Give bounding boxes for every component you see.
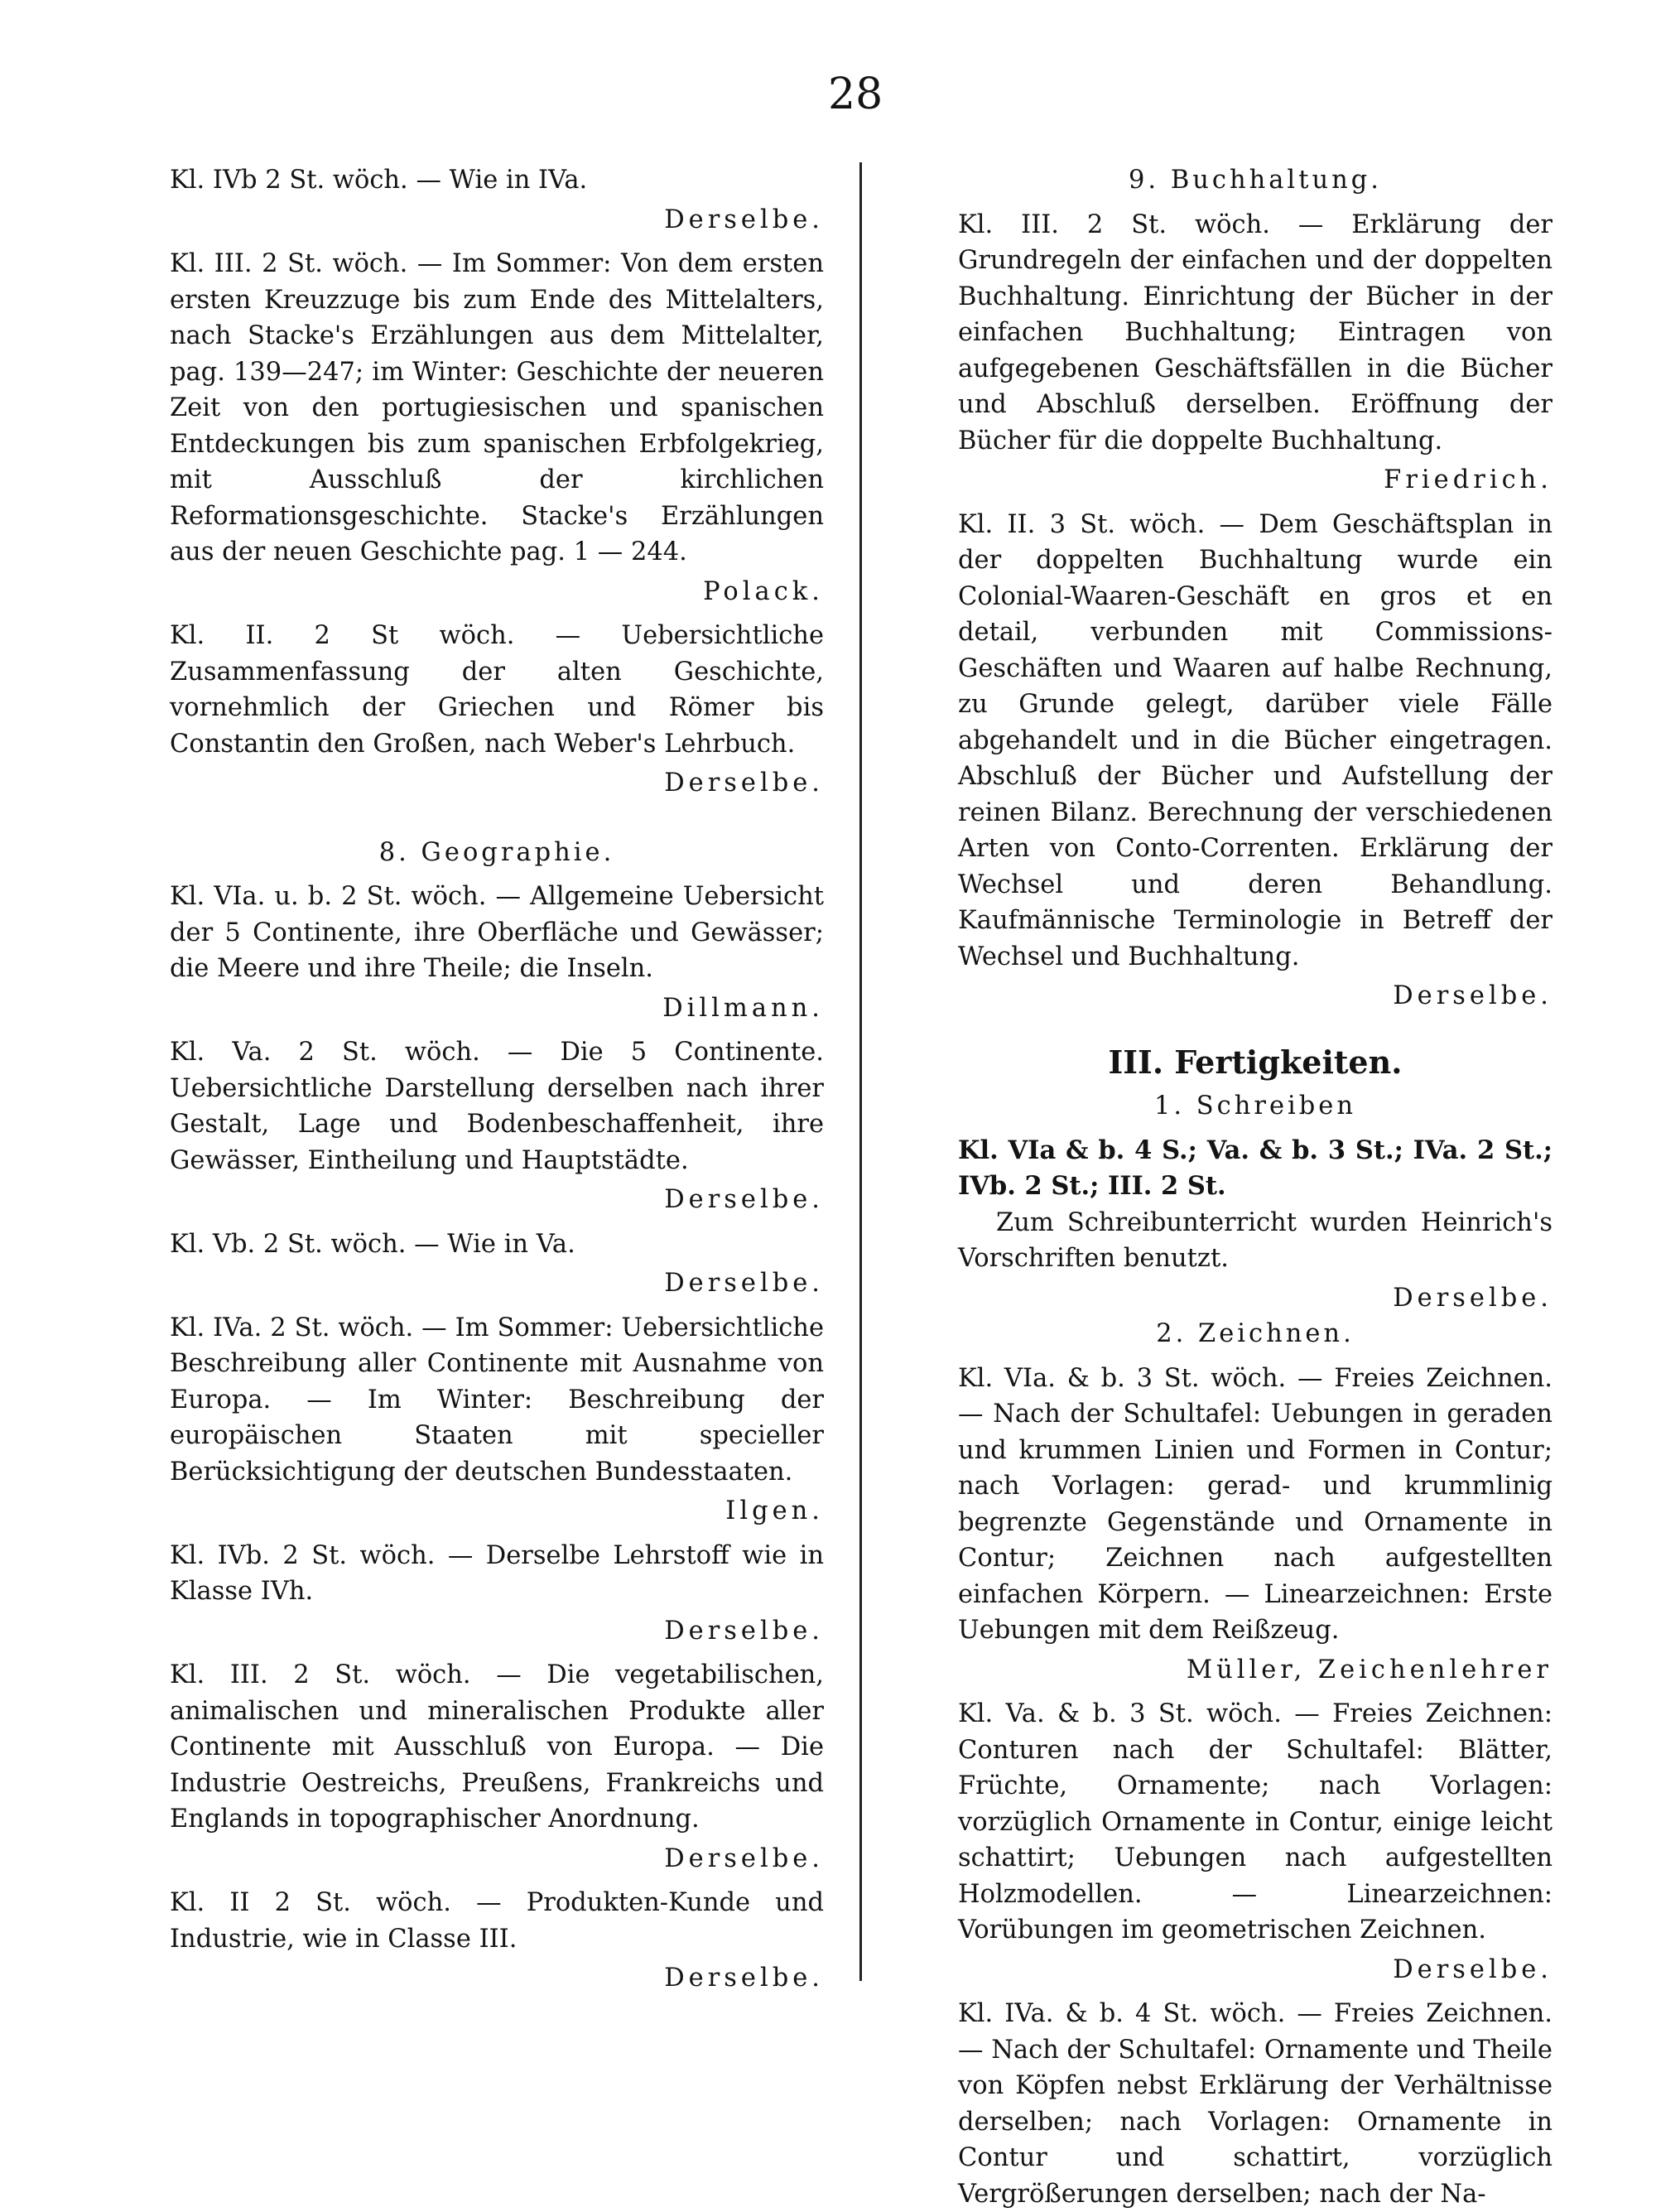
teacher-signature: Friedrich. — [1384, 465, 1552, 494]
entry-text: Kl. VIa. & b. 3 St. wöch. — Freies Zeichnen. — Nach der Schultafel: Uebungen in geraden und krummen Linien und Formen in Contur; nach Vorlagen: gerad- und krummlinig begrenzte Gegenstände und Ornamente in Contur; Zeichnen nach aufgestellten einfachen Körpern. — Linearzeichnen: Erste Uebungen mit dem Reißzeug. — [958, 1363, 1552, 1645]
teacher-signature: Polack. — [703, 576, 824, 606]
entry-text: Kl. II 2 St. wöch. — Produkten-Kunde und Industrie, wie in Classe III. — [170, 1888, 824, 1954]
drawing-entry-va — [958, 1696, 1552, 1988]
teacher-signature: Derselbe. — [664, 1843, 824, 1873]
subsection-heading-writing: 1. Schreiben — [1153, 1092, 1357, 1120]
teacher-signature: Müller, Zeichenlehrer — [1186, 1655, 1552, 1684]
entry-text: Kl. Va. & b. 3 St. wöch. — Freies Zeichnen: Conturen nach der Schultafel: Blätter, Früchte, Ornamente; nach Vorlagen: vorzüglich Ornamente in Contur, einige leicht schattirt; Uebungen nach aufgestellten Holzmodellen. — Linearzeichnen: Vorübungen im geometrischen Zeichnen. — [958, 1699, 1552, 1945]
entry-text: Kl. Va. 2 St. wöch. — Die 5 Continente. Uebersichtliche Darstellung derselben nach ihrer Gestalt, Lage und Bodenbeschaffenheit, ihre Gewässer, Eintheilung und Hauptstädte. — [170, 1038, 824, 1175]
teacher-signature: Derselbe. — [664, 1185, 824, 1214]
geography-entry-ivb — [170, 1538, 824, 1650]
right-column — [958, 162, 1552, 2212]
geography-entry-vb — [170, 1226, 824, 1302]
teacher-signature: Derselbe. — [664, 1964, 824, 1993]
section-heading-skills: III. Fertigkeiten. — [1108, 1043, 1403, 1081]
teacher-signature: Derselbe. — [664, 1269, 824, 1298]
drawing-entry-via — [958, 1361, 1552, 1689]
teacher-signature: Derselbe. — [1393, 981, 1552, 1010]
entry-text: Kl. IVb 2 St. wöch. — Wie in IVa. — [170, 166, 588, 195]
writing-entry — [958, 1133, 1552, 1317]
writing-text: Zum Schreibunterricht wurden Heinrich's Vorschriften benutzt. — [958, 1207, 1552, 1273]
drawing-entry-iva — [958, 1996, 1552, 2212]
history-entry-ii — [170, 618, 824, 802]
left-column — [170, 162, 824, 1997]
subsection-heading-drawing: 2. Zeichnen. — [1156, 1319, 1355, 1348]
entry-text: Kl. III. 2 St. wöch. — Die vegetabilischen, animalischen und mineralischen Produkte aller Continente mit Ausschluß von Europa. — Die Industrie Oestreichs, Preußens, Frankreichs und Englands in topographischer Anordnung. — [170, 1660, 824, 1834]
geography-entry-ii — [170, 1885, 824, 1997]
section-heading-bookkeeping: 9. Buchhaltung. — [1129, 166, 1382, 195]
teacher-signature: Derselbe. — [1393, 1954, 1552, 1984]
teacher-signature: Derselbe. — [664, 769, 824, 798]
entry-text: Kl. II. 2 St wöch. — Uebersichtliche Zusammenfassung der alten Geschichte, vornehmlich der Griechen und Römer bis Constantin den Großen, nach Weber's Lehrbuch. — [170, 621, 824, 759]
entry-text: Kl. III. 2 St. wöch. — Im Sommer: Von dem ersten ersten Kreuzzuge bis zum Ende des Mittelalters, nach Stacke's Erzählungen aus dem Mittelalter, pag. 139—247; im Winter: Geschichte der neueren Zeit von den portugiesischen und spanischen Entdeckungen bis zum spanischen Erbfolgekrieg, mit Ausschluß der kirchlichen Reformationsgeschichte. Stacke's Erzählungen aus der neuen Geschichte pag. 1 — 244. — [170, 249, 824, 566]
entry-text: Kl. Vb. 2 St. wöch. — Wie in Va. — [170, 1229, 575, 1259]
teacher-signature: Derselbe. — [664, 1616, 824, 1646]
history-entry-ivb — [170, 162, 824, 238]
teacher-signature: Dillmann. — [662, 993, 824, 1023]
entry-text: Kl. IVb. 2 St. wöch. — Derselbe Lehrstoff wie in Klasse IVh. — [170, 1540, 824, 1606]
entry-text: Kl. VIa. u. b. 2 St. wöch. — Allgemeine Uebersicht der 5 Continente, ihre Oberfläche und Gewässer; die Meere und ihre Theile; die Inseln. — [170, 882, 824, 983]
history-entry-iii — [170, 246, 824, 610]
section-heading-geography: 8. Geographie. — [378, 837, 615, 867]
writing-classes: Kl. VIa & b. 4 S.; Va. & b. 3 St.; IVa. 2 St.; IVb. 2 St.; III. 2 St. — [958, 1135, 1552, 1201]
geography-entry-via — [170, 879, 824, 1026]
bookkeeping-entry-iii — [958, 207, 1552, 499]
teacher-signature: Derselbe. — [1393, 1283, 1552, 1313]
teacher-signature: Derselbe. — [664, 205, 824, 234]
entry-text: Kl. IVa. 2 St. wöch. — Im Sommer: Uebersichtliche Beschreibung aller Continente mit Ausnahme von Europa. — Im Winter: Beschreibung der europäischen Staaten mit specieller Berücksichtigung der deutschen Bundesstaaten. — [170, 1313, 824, 1487]
geography-entry-iva — [170, 1310, 824, 1530]
bookkeeping-entry-ii — [958, 507, 1552, 1014]
entry-text: Kl. IVa. & b. 4 St. wöch. — Freies Zeichnen. — Nach der Schultafel: Ornamente und Theile von Köpfen nebst Erklärung der Verhältnisse derselben; nach Vorlagen: Ornamente in Contur und schattirt, vorzüglich Vergrößerungen derselben; nach der Na- — [958, 1999, 1552, 2209]
entry-text: Kl. II. 3 St. wöch. — Dem Geschäftsplan in der doppelten Buchhaltung wurde ein Colonial-Waaren-Geschäft en gros et en detail, verbunden mit Commissions-Geschäften und Waaren auf halbe Rechnung, zu Grunde gelegt, darüber viele Fälle abgehandelt und in die Bücher eingetragen. Abschluß der Bücher und Aufstellung der reinen Bilanz. Berechnung der verschiedenen Arten von Conto-Correnten. Erklärung der Wechsel und deren Behandlung. Kaufmännische Terminologie in Betreff der Wechsel und Buchhaltung. — [958, 509, 1552, 971]
column-divider — [859, 162, 862, 1981]
page-number: 28 — [828, 70, 883, 119]
geography-entry-va — [170, 1034, 824, 1218]
teacher-signature: Ilgen. — [725, 1496, 824, 1525]
entry-text: Kl. III. 2 St. wöch. — Erklärung der Grundregeln der einfachen und der doppelten Buchhaltung. Einrichtung der Bücher in der einfachen Buchhaltung; Eintragen von aufgegebenen Geschäftsfällen in die Bücher und Abschluß derselben. Eröffnung der Bücher für die doppelte Buchhaltung. — [958, 210, 1552, 455]
geography-entry-iii — [170, 1657, 824, 1877]
